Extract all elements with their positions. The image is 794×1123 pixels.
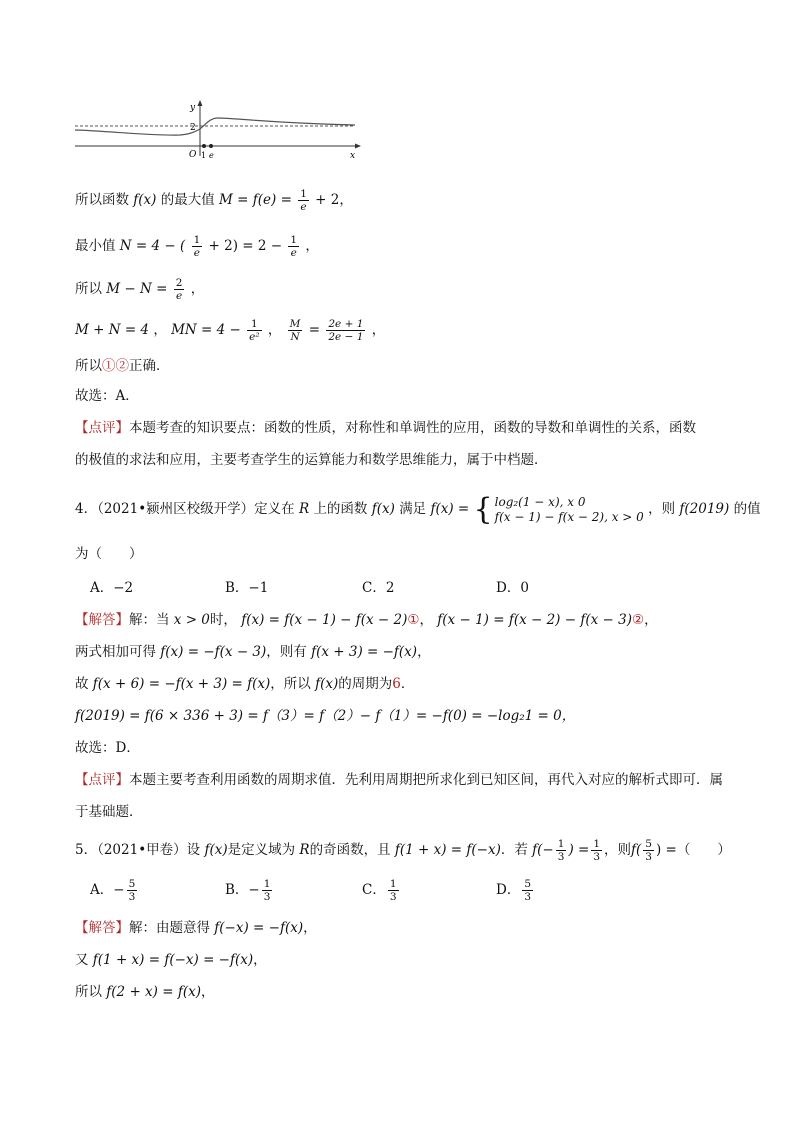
math: f(−x) = −f(x) [214,920,304,936]
math: f( [631,842,642,858]
q4-option-b: B．−1 [225,580,269,596]
q5-answer-1 [75,918,317,938]
marker: ② [631,612,645,628]
fraction: $\frac{1}{\text{e²}}$ [249,318,260,343]
math: x > 0 [173,612,210,628]
highlight: 6 [392,676,401,692]
text: ， [371,322,386,338]
q3-line-5 [75,356,170,376]
label-y: y [190,103,196,113]
math: M = f(e) = [219,192,292,208]
fraction: $\frac{1}{3}$ [557,838,565,863]
q5-stem [75,838,731,863]
text: ， [305,238,319,254]
q3-line-4 [75,318,385,343]
math: f(2019) = f(6 × 336 + 3) = f（3）= f（2）− f（1）= −f(0) = −log₂1 = 0， [75,708,576,724]
text: 两式相加可得 [75,644,156,660]
text: 是定义域为 [227,842,296,858]
fraction: $\frac{M}{N}$ [289,318,301,343]
math: f(x) = [430,501,470,517]
q4-stem-2 [75,544,143,564]
fraction: $\frac{5}{3}$ [645,838,652,863]
text: 的最大值 [160,192,215,208]
point-e [209,144,213,148]
q4-option-d: D．0 [496,580,529,596]
q3-line-6 [75,386,139,406]
text: 5．（2021•甲卷）设 [75,842,201,858]
fraction: $\frac{1}{3}$ [593,838,600,863]
text: 为（ ） [75,546,143,562]
text: 的奇函数，且 [309,842,391,858]
answer-tag: 【解答】 [75,612,129,628]
q5-answer-2 [75,950,267,970]
text: 故 [75,676,89,692]
fraction: $\frac{1}{e}$ [300,188,307,213]
math: f(1 + x) = f(−x) = −f(x) [92,952,254,968]
math: f(x) [315,676,339,692]
text: 上的函数 [313,501,368,517]
text: 本题考查的知识要点：函数的性质，对称性和单调性的应用，函数的导数和单调性的关系，函数 [129,420,696,436]
q5-answer-3 [75,982,214,1002]
math: f(x) = −f(x − 3) [160,644,267,660]
fraction: $\frac{2}{e}$ [175,277,183,302]
text: ． [400,676,415,692]
marker: ① [407,612,420,628]
text: 最小值 [75,238,116,254]
text: 本题主要考查利用函数的周期求值．先利用周期把所求化到已知区间，再代入对应的解析式即可．属 [129,772,723,788]
q3-comment-2 [75,450,548,470]
fraction: $\frac{5}{3}$ [128,878,136,903]
q4-option-a: A．−2 [90,580,134,596]
q4-answer-4 [75,706,575,726]
text: 的值 [733,501,761,517]
text: 故选：D． [75,740,140,756]
math: M − N = [106,281,168,297]
text: ， [303,920,317,936]
math: f(− [532,842,554,858]
text: ，所以 [270,676,311,692]
label-e: e [209,151,214,160]
math: f(x) [133,192,157,208]
text: 满足 [399,501,427,517]
text: 所以函数 [75,192,129,208]
q3-comment-1 [75,418,696,438]
label-1: 1 [201,151,207,160]
text: 解：当 [129,612,170,628]
fraction: $\frac{2e + 1}{2e - 1}$ [328,318,364,343]
text: ， [190,281,205,297]
function-graph [70,98,370,163]
label-2: 2 [190,123,196,133]
text: ，则有 [266,644,307,660]
text: ．若 [500,842,528,858]
fraction: $\frac{5}{3}$ [524,878,532,903]
math: f(x + 3) = −f(x) [311,644,418,660]
text: 时， [209,612,237,628]
text: 所以 [75,281,102,297]
answer-tag: 【解答】 [75,920,129,936]
math: f(x) [204,842,228,858]
math: + 2) = 2 − [208,238,283,254]
math: + 2， [315,192,353,208]
text: ， [267,322,282,338]
q3-line-3 [75,277,204,302]
q5-option-b: B．− $\frac{1}{3}$ [225,878,271,903]
fraction: $\frac{1}{e}$ [193,234,201,259]
math: N = 4 − ( [119,238,186,254]
text: ， [253,952,267,968]
text: 的极值的求法和应用，主要考查学生的运算能力和数学思维能力，属于中档题． [75,452,548,468]
y-axis-arrow [198,100,203,106]
q4-comment-2 [75,802,143,822]
piecewise-cases: log₂(1 − x), x 0 f(x − 1) − f(x − 2), x > 0 [494,494,644,524]
text: 故选：A． [75,388,139,404]
label-o: O [189,150,197,160]
text: 正确． [129,358,170,374]
text: ，则 [648,501,676,517]
math: R [299,842,310,858]
q4-answer-5 [75,738,140,758]
q4-answer-1 [75,610,658,630]
text: ， [417,644,431,660]
math: M + N = 4 [75,322,150,338]
comment-tag: 【点评】 [75,772,129,788]
comment-tag: 【点评】 [75,420,129,436]
math: MN = 4 − [171,322,241,338]
highlight: ①② [102,358,129,374]
q4-comment-1 [75,770,723,790]
math: f(x + 6) = −f(x + 3) = f(x) [92,676,271,692]
math: f(2019) [679,501,730,517]
math: f(1 + x) = f(−x) [394,842,501,858]
math: = [308,322,321,338]
math: R [298,501,310,517]
text: ， [419,612,433,628]
point-1 [202,144,206,148]
text: 4．（2021•颍州区校级开学）定义在 [75,501,295,517]
math: ) = [568,842,590,858]
text: 的周期为 [338,676,393,692]
text: 于基础题． [75,804,143,820]
text: ， [644,612,658,628]
text: ， [153,322,167,338]
text: ，则 [604,842,631,858]
q3-line-1 [75,188,353,213]
q4-stem-1 [75,491,761,527]
label-x: x [350,151,356,161]
text: 又 [75,952,89,968]
fraction: $\frac{1}{3}$ [389,878,397,903]
q3-line-2 [75,234,319,259]
brace: { [473,491,493,527]
math: f(x) = f(x − 1) − f(x − 2) [241,612,408,628]
q4-option-c: C．2 [362,580,395,596]
math: f(2 + x) = f(x) [106,984,201,1000]
q4-answer-2 [75,642,431,662]
fraction: $\frac{1}{3}$ [263,878,271,903]
q5-option-c: C． $\frac{1}{3}$ [362,878,397,903]
text: 解：由题意得 [129,920,210,936]
math: ) =（ ） [655,842,731,858]
x-axis-arrow [355,144,361,149]
math: f(x − 1) = f(x − 2) − f(x − 3) [437,612,632,628]
q5-option-d: D． $\frac{5}{3}$ [496,878,532,903]
text: ， [200,984,215,1000]
text: 所以 [75,358,102,374]
math: f(x) [371,501,395,517]
text: 所以 [75,984,102,1000]
function-curve [75,118,355,135]
fraction: $\frac{1}{e}$ [290,234,298,259]
q5-option-a: A．− $\frac{5}{3}$ [90,878,136,903]
q4-answer-3 [75,674,414,694]
